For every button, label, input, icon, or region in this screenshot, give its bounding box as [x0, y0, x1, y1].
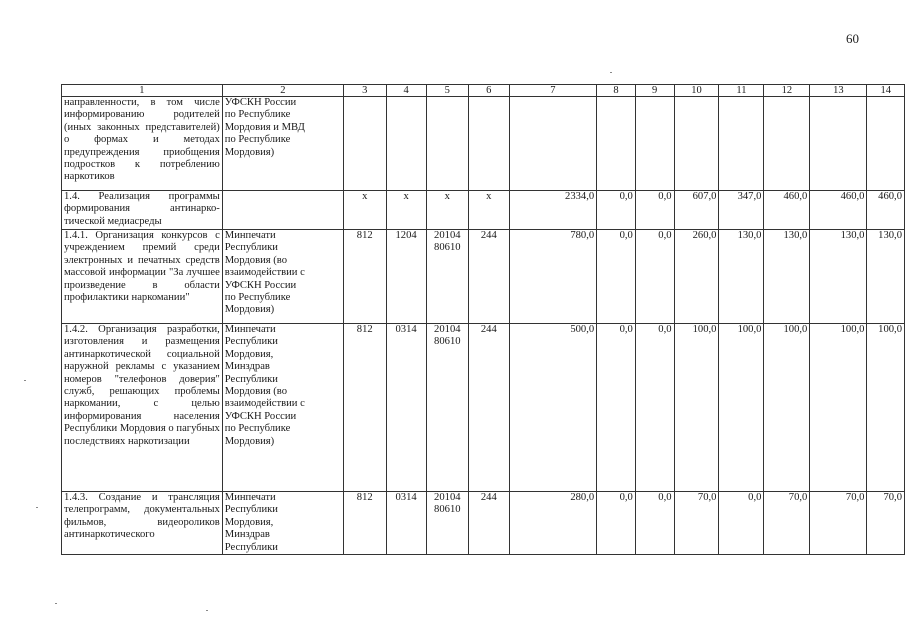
value-cell: x — [386, 191, 426, 230]
value-cell: 0,0 — [635, 324, 674, 492]
column-number: 13 — [810, 85, 867, 97]
value-cell: 0,0 — [597, 492, 636, 555]
table-row — [62, 97, 905, 191]
value-cell: 244 — [468, 492, 509, 555]
value-cell: 100,0 — [867, 324, 905, 492]
value-cell — [674, 97, 719, 191]
value-cell — [509, 97, 597, 191]
column-number: 12 — [764, 85, 810, 97]
executor-cell: Минпечати Республики Мордовия, Минздрав Республики Мордовия (во взаимодействии с УФСКН России по Республике Мордовия) — [222, 324, 343, 492]
value-cell: 130,0 — [764, 230, 810, 324]
value-cell: 260,0 — [674, 230, 719, 324]
table-row — [62, 230, 905, 324]
value-cell — [810, 97, 867, 191]
value-cell: 20104 80610 — [426, 230, 468, 324]
value-cell: 812 — [343, 230, 386, 324]
value-cell — [764, 97, 810, 191]
activity-name: 1.4.2. Организация разработки, изготовления и размещения антинаркотической социальной наружной рекламы с указанием номеров "телефонов доверия" служб, решающих проблемы наркомании, с целью информирования населения Республики Мордовия о пагубных последствиях наркотизации — [62, 324, 223, 492]
value-cell: 0,0 — [635, 230, 674, 324]
value-cell: 607,0 — [674, 191, 719, 230]
value-cell — [635, 97, 674, 191]
value-cell: 347,0 — [719, 191, 764, 230]
column-number: 8 — [597, 85, 636, 97]
value-cell: 460,0 — [810, 191, 867, 230]
value-cell: 0,0 — [719, 492, 764, 555]
column-number: 4 — [386, 85, 426, 97]
value-cell: 100,0 — [719, 324, 764, 492]
value-cell: 780,0 — [509, 230, 597, 324]
column-number: 2 — [222, 85, 343, 97]
value-cell — [426, 97, 468, 191]
value-cell: 244 — [468, 230, 509, 324]
value-cell: 70,0 — [810, 492, 867, 555]
column-number: 6 — [468, 85, 509, 97]
value-cell — [468, 97, 509, 191]
value-cell: 100,0 — [764, 324, 810, 492]
table-row — [62, 324, 905, 492]
value-cell — [867, 97, 905, 191]
value-cell: 100,0 — [674, 324, 719, 492]
activity-name: 1.4.3. Создание и трансляция телепрограмм, документальных фильмов, видеороликов антинаркотического — [62, 492, 223, 555]
table-row — [62, 191, 905, 230]
scan-speck — [206, 610, 208, 611]
value-cell: 460,0 — [867, 191, 905, 230]
executor-cell: Минпечати Республики Мордовия, Минздрав Республики — [222, 492, 343, 555]
program-table — [61, 84, 905, 555]
activity-name: 1.4.1. Организация конкурсов с учреждением премий среди электронных и печатных средств массовой информации "За лучшее произведение в области профилактики наркомании" — [62, 230, 223, 324]
scan-speck — [24, 380, 26, 381]
value-cell: 500,0 — [509, 324, 597, 492]
value-cell: 70,0 — [674, 492, 719, 555]
table-row — [62, 492, 905, 555]
activity-name: направленности, в том числе информированию родителей (иных законных представителей) о формах и методах предупреждения приобщения подростков к потреблению наркотиков — [62, 97, 223, 191]
value-cell: 20104 80610 — [426, 492, 468, 555]
value-cell: 0,0 — [635, 191, 674, 230]
value-cell: 812 — [343, 492, 386, 555]
value-cell: 130,0 — [810, 230, 867, 324]
value-cell: 0,0 — [597, 324, 636, 492]
value-cell — [386, 97, 426, 191]
executor-cell: Минпечати Республики Мордовия (во взаимодействии с УФСКН России по Республике Мордовия) — [222, 230, 343, 324]
value-cell: 70,0 — [867, 492, 905, 555]
scan-speck — [36, 507, 38, 508]
value-cell: x — [343, 191, 386, 230]
page-number: 60 — [846, 31, 859, 46]
column-number: 14 — [867, 85, 905, 97]
value-cell: 2334,0 — [509, 191, 597, 230]
value-cell: 130,0 — [867, 230, 905, 324]
column-number: 11 — [719, 85, 764, 97]
value-cell: 244 — [468, 324, 509, 492]
value-cell: 100,0 — [810, 324, 867, 492]
column-number: 5 — [426, 85, 468, 97]
value-cell — [719, 97, 764, 191]
value-cell: 0,0 — [597, 230, 636, 324]
value-cell: 0314 — [386, 492, 426, 555]
value-cell: 0314 — [386, 324, 426, 492]
value-cell: 70,0 — [764, 492, 810, 555]
scan-speck — [610, 72, 612, 73]
value-cell — [343, 97, 386, 191]
value-cell: x — [426, 191, 468, 230]
column-number: 7 — [509, 85, 597, 97]
column-number: 9 — [635, 85, 674, 97]
value-cell: 460,0 — [764, 191, 810, 230]
value-cell: 0,0 — [635, 492, 674, 555]
activity-name: 1.4. Реализация программы формирования антинарко-тической медиасреды — [62, 191, 223, 230]
column-number: 10 — [674, 85, 719, 97]
value-cell — [597, 97, 636, 191]
executor-cell — [222, 191, 343, 230]
value-cell: 1204 — [386, 230, 426, 324]
column-number: 1 — [62, 85, 223, 97]
column-number-row — [62, 85, 905, 97]
scan-speck — [55, 603, 57, 604]
value-cell: 0,0 — [597, 191, 636, 230]
column-number: 3 — [343, 85, 386, 97]
executor-cell: УФСКН России по Республике Мордовия и МВД по Республике Мордовия) — [222, 97, 343, 191]
value-cell: 130,0 — [719, 230, 764, 324]
value-cell: 280,0 — [509, 492, 597, 555]
value-cell: x — [468, 191, 509, 230]
value-cell: 812 — [343, 324, 386, 492]
value-cell: 20104 80610 — [426, 324, 468, 492]
